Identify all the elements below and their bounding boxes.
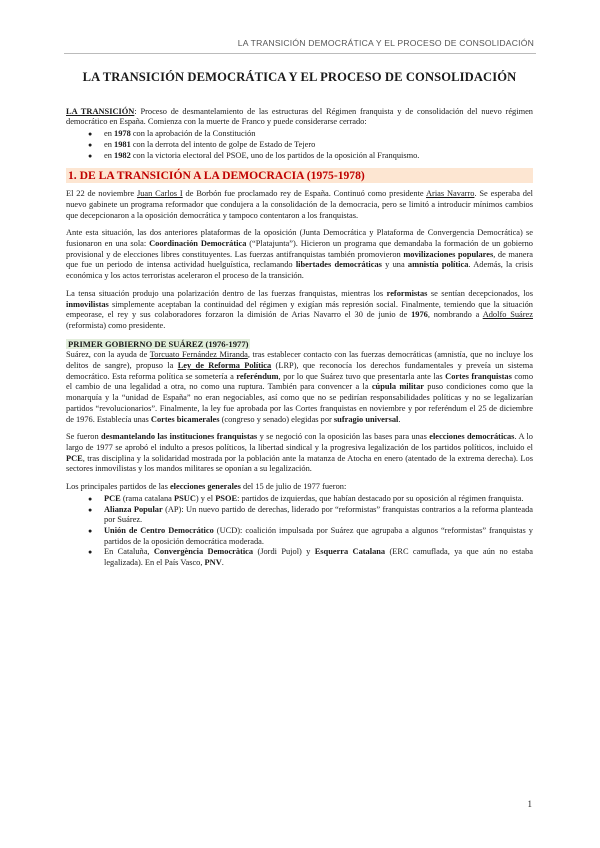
list-item: ● en 1981 con la derrota del intento de golpe de Estado de Tejero <box>104 140 533 151</box>
paragraph: El 22 de noviembre Juan Carlos I de Borbón fue proclamado rey de España. Continuó como presidente Arias Navarro. Se esperaba del nuevo gabinete un programa reformador que condujera a la consolidación de la democracia, pero se limitó a introducir mínimos cambios que decepcionaron a la oposición democrática y tampoco contentaron a los franquistas. <box>66 189 533 220</box>
document-title: LA TRANSICIÓN DEMOCRÁTICA Y EL PROCESO DE CONSOLIDACIÓN <box>82 70 517 84</box>
document-body <box>66 72 533 576</box>
list-item: ● Unión de Centro Democrático (UCD): coalición impulsada por Suárez que agrupaba a algunos “reformistas” franquistas y partidos de la oposición democrática moderada. <box>104 526 533 547</box>
paragraph: Se fueron desmantelando las instituciones franquistas y se negoció con la oposición las bases para unas elecciones democráticas. A lo largo de 1977 se aprobó el indulto a presos políticos, la libertad sindical y la progresiva legalización de los partidos políticos, incluido el PCE, tras disciplina y la solidaridad mostrada por la población ante la matanza de Atocha en enero (atentado de la extrema derecha). Los sectores inmovilistas y los mandos militares se oponían a su legalización. <box>66 432 533 474</box>
paragraph: Suárez, con la ayuda de Torcuato Fernández Miranda, tras establecer contacto con las fuerzas democráticas (amnistía, que no incluye los delitos de sangre), propuso la Ley de Reforma Política (LRP), que reconocía los derechos fundamentales y preveía un sistema democrático. Esta reforma política se sometería a referéndum, por lo que Suárez tuvo que presentarla ante las Cortes franquistas como el cambio de una legalidad a otra, no como una ruptura. También para convencer a la cúpula militar puso condiciones como que la monarquía y la “unidad de España” no eran negociables, así como que no se pedirían responsabilidades políticas y no se legalizarían partidos “revolucionarios”. Finalmente, la ley fue aprobada por las Cortes franquistas en noviembre y por referéndum el 25 de diciembre de 1976. Establecía unas Cortes bicamerales (congreso y senado) elegidas por sufragio universal. <box>66 350 534 424</box>
paragraph: La tensa situación produjo una polarización dentro de las fuerzas franquistas, mientras los reformistas se sentían decepcionados, los inmovilistas simplemente aceptaban la continuidad del régimen y exigían más represión social. Finalmente, temiendo que la situación empeorase, el rey y sus colaboradores forzaron la dimisión de Arias Navarro el 30 de junio de 1976, nombrando a Adolfo Suárez (reformista) como presidente. <box>66 288 533 330</box>
paragraph: Los principales partidos de las elecciones generales del 15 de julio de 1977 fueron: <box>66 482 347 492</box>
paragraph: Ante esta situación, las dos anteriores plataformas de la oposición (Junta Democrática y Plataforma de Convergencia Democrática) se fusionaron en una sola: Coordinación Democrática (“Platajunta”). Hicieron un programa que demandaba la formación de un gobierno provisional y de elecciones libres constituyentes. Las fuerzas antifranquistas también promovieron movilizaciones populares, de manera que fue un periodo de intensa actividad huelguística, reclamando libertades democráticas y una amnistía política. Además, la crisis económica y los actos terroristas aceleraron el proceso de la transición. <box>66 228 534 281</box>
list-item: ● PCE (rama catalana PSUC) y el PSOE: partidos de izquierdas, que habían destacado por su oposición al régimen franquista. <box>104 494 533 505</box>
list-item: ● en 1978 con la aprobación de la Constitución <box>104 129 533 140</box>
list-item: ● En Cataluña, Convergència Democràtica (Jordi Pujol) y Esquerra Catalana (ERC camuflada, ya que aún no estaba legalizada). En el País Vasco, PNV. <box>104 547 533 568</box>
parties-list <box>66 494 533 569</box>
subsection-heading: PRIMER GOBIERNO DE SUÁREZ (1976-1977) <box>68 338 249 349</box>
header-rule <box>64 53 536 54</box>
section-heading: 1. DE LA TRANSICIÓN A LA DEMOCRACIA (1975-1978) <box>66 168 533 183</box>
list-item: ● en 1982 con la victoria electoral del PSOE, uno de los partidos de la oposición al Franquismo. <box>104 151 533 162</box>
intro-lead: LA TRANSICIÓN <box>66 106 135 116</box>
intro-list <box>66 129 533 161</box>
intro-paragraph: LA TRANSICIÓN: Proceso de desmantelamiento de las estructuras del Régimen franquista y de consolidación del nuevo régimen democrático en España. Comienza con la muerte de Franco y puede considerarse cerrado: <box>66 106 533 127</box>
page-number: 1 <box>527 799 532 809</box>
running-header: LA TRANSICIÓN DEMOCRÁTICA Y EL PROCESO DE CONSOLIDACIÓN <box>237 38 534 48</box>
list-item: ● Alianza Popular (AP): Un nuevo partido de derechas, liderado por “reformistas” franquistas contrarios a la reforma planteada por Suárez. <box>104 505 533 526</box>
